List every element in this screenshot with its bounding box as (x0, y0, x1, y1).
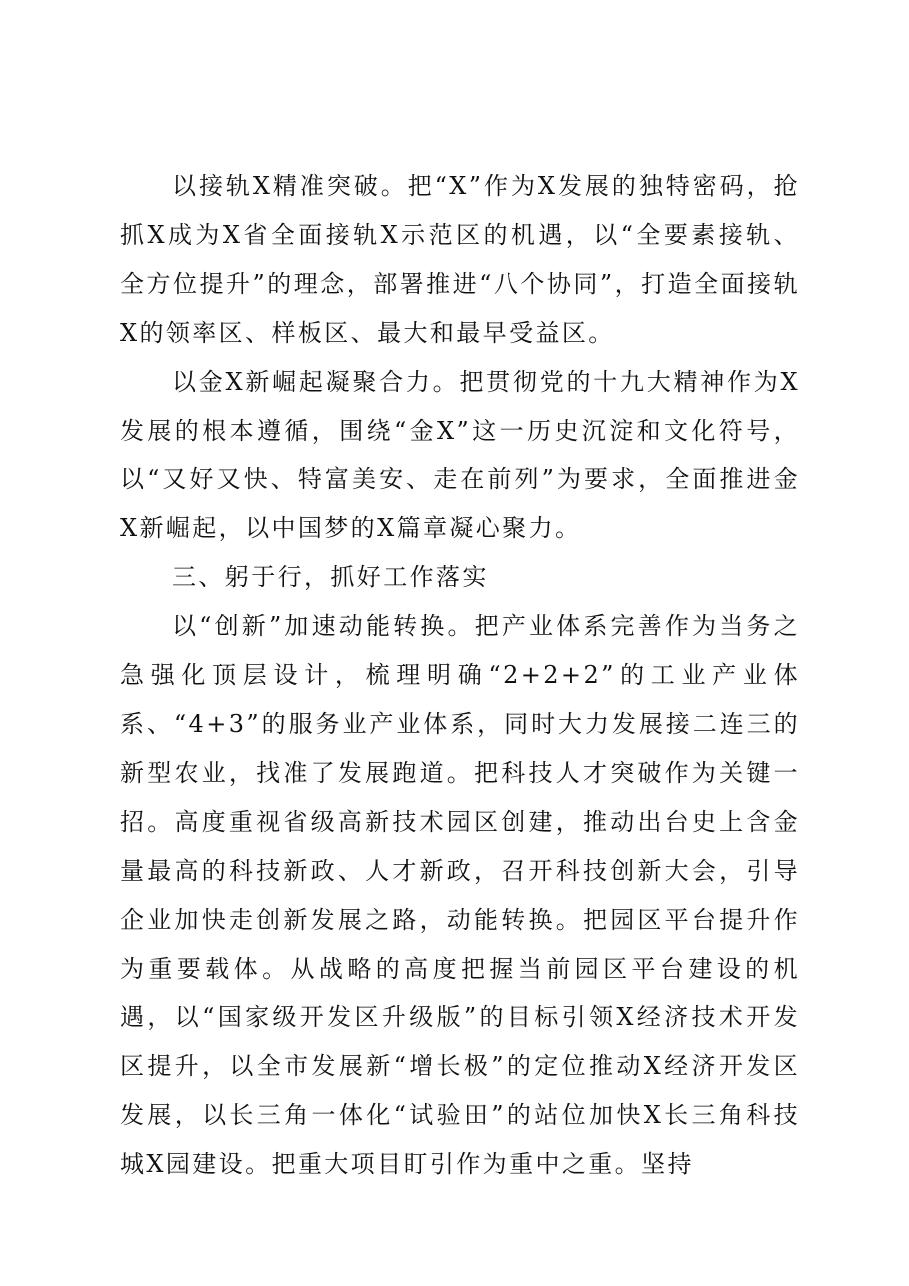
paragraph-chuangxin: 以“创新”加速动能转换。把产业体系完善作为当务之急强化顶层设计，梳理明确“2+2+2”的工业产业体系、“4+3”的服务业产业体系，同时大力发展接二连三的新型农业，找准了发展跑道。把科技人才突破作为关键一招。高度重视省级高新技术园区创建，推动出台史上含金量最高的科技新政、人才新政，召开科技创新大会，引导企业加快走创新发展之路，动能转换。把园区平台提升作为重要载体。从战略的高度把握当前园区平台建设的机遇，以“国家级开发区升级版”的目标引领X经济技术开发区提升，以全市发展新“增长极”的定位推动X经济开发区发展，以长三角一体化“试验田”的站位加快X长三角科技城X园建设。把重大项目盯引作为重中之重。坚持 (120, 612, 800, 1179)
paragraph-jinx: 以金X新崛起凝聚合力。把贯彻党的十九大精神作为X发展的根本遵循，围绕“金X”这一历史沉淀和文化符号，以“又好又快、特富美安、走在前列”为要求，全面推进金X新崛起，以中国梦的X篇章凝心聚力。 (120, 367, 800, 543)
paragraph-jiegui: 以接轨X精准突破。把“X”作为X发展的独特密码，抢抓X成为X省全面接轨X示范区的机遇，以“全要素接轨、全方位提升”的理念，部署推进“八个协同”，打造全面接轨X的领率区、样板区、最大和最早受益区。 (120, 172, 800, 347)
document-body (120, 162, 800, 1189)
section-heading-three: 三、躬于行，抓好工作落实 (172, 563, 489, 592)
